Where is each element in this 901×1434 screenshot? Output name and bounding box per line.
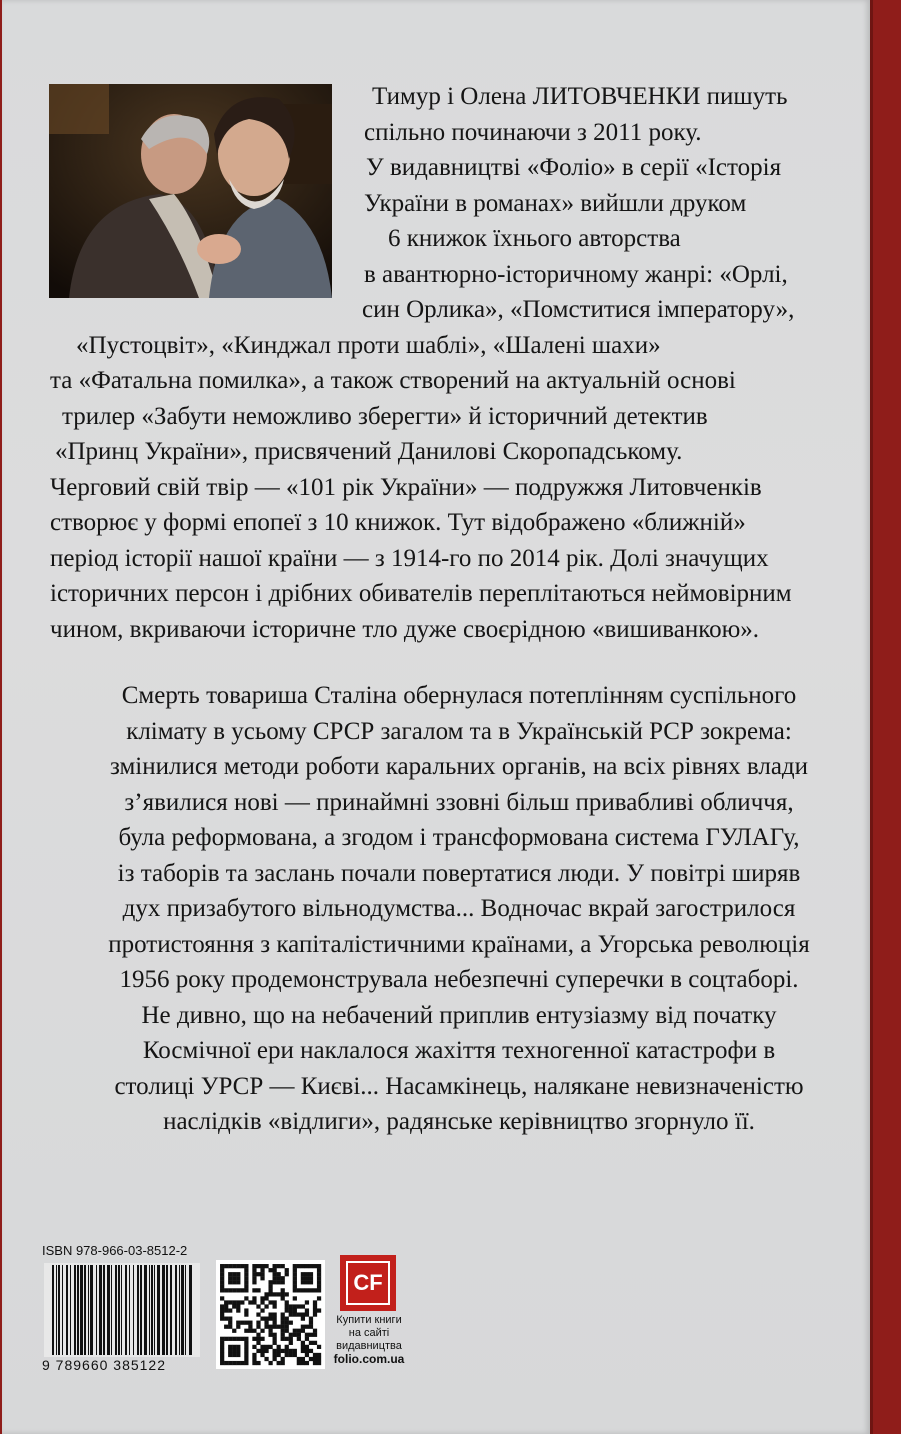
publisher-logo (340, 1255, 396, 1311)
isbn-label: ISBN 978-966-03-8512-2 (42, 1243, 188, 1258)
text-line: дух призабутого вільнодумства... Водночас вкрай загострилося (122, 895, 796, 922)
book-annotation (49, 678, 869, 1140)
text-line: Черговий свій твір — «101 рік України» — подружжя Литовченків (50, 473, 762, 501)
buy-line: на сайті (348, 1327, 390, 1339)
back-cover-page (2, 0, 870, 1434)
text-line: Космічної ери наклалося жахіття техногенної катастрофи в (142, 1037, 776, 1064)
text-line: змінилися методи роботи каральних органів, на всіх рівнях влади (109, 753, 809, 780)
text-line: син Орлика», «Помститися імператору», (362, 296, 795, 323)
cover-edge (870, 0, 873, 1434)
text-line: 1956 року продемонструвала небезпечні суперечки в соцтаборі. (119, 966, 799, 993)
text-line: «Пустоцвіт», «Кинджал проти шаблі», «Шалені шахи» (76, 331, 661, 359)
isbn-digits: 9 789660 385122 (42, 1357, 166, 1373)
authors-photo (49, 84, 332, 298)
text-line: 6 книжок їхнього авторства (388, 225, 681, 252)
buy-books-note (328, 1314, 410, 1366)
text-line: трилер «Забути неможливо зберегти» й історичний детектив (62, 402, 708, 430)
text-line: Не дивно, що на небачений приплив ентузіазму від початку (141, 1001, 777, 1029)
text-line: України в романах» вийшли друком (364, 189, 747, 217)
text-line: Смерть товариша Сталіна обернулася потеплінням суспільного (121, 682, 797, 709)
text-line: У видавництві «Фоліо» в серії «Історія (366, 154, 782, 181)
text-line: протистояння з капіталістичними країнами, а Угорська революція (108, 930, 810, 958)
barcode (44, 1263, 200, 1357)
text-line: столиці УРСР — Києві... Насамкінець, налякане невизначеністю (114, 1072, 804, 1100)
publisher-logo-text: CF (346, 1261, 390, 1305)
text-line: спільно починаючи з 2011 року. (364, 118, 702, 146)
qr-code[interactable] (216, 1260, 325, 1369)
text-line: з’явилися нові — принаймні ззовні більш привабливі обличчя, (124, 788, 794, 816)
text-line: наслідків «відлиги», радянське керівництво згорнуло її. (163, 1108, 755, 1135)
text-line: «Принц України», присвячений Данилові Скоропадському. (55, 438, 683, 465)
text-line: Тимур і Олена ЛИТОВЧЕНКИ пишуть (372, 83, 788, 110)
buy-line: видавництва (336, 1340, 402, 1352)
text-line: чином, вкриваючи історичне тло дуже своєрідною «вишиванкою». (50, 615, 760, 643)
publisher-site-link[interactable]: folio.com.ua (333, 1352, 405, 1366)
text-line: період історії нашої країни — з 1914-го по 2014 рік. Долі значущих (50, 544, 769, 572)
text-line: в авантюрно-історичному жанрі: «Орлі, (364, 260, 788, 288)
text-line: клімату в усьому СРСР загалом та в Українській РСР зокрема: (126, 717, 792, 745)
text-line: та «Фатальна помилка», а також створений на актуальній основі (50, 367, 736, 394)
text-line: була реформована, а згодом і трансформована система ГУЛАГу, (118, 824, 800, 851)
isbn-barcode-block (42, 1243, 204, 1378)
buy-line: Купити книги (336, 1314, 402, 1326)
text-line: історичних персон і дрібних обивателів переплітаються неймовірним (50, 580, 792, 607)
text-line: із таборів та заслань почали повертатися люди. У повітрі ширяв (117, 859, 801, 887)
text-line: створює у формі епопеї з 10 книжок. Тут відображено «ближній» (50, 509, 746, 536)
